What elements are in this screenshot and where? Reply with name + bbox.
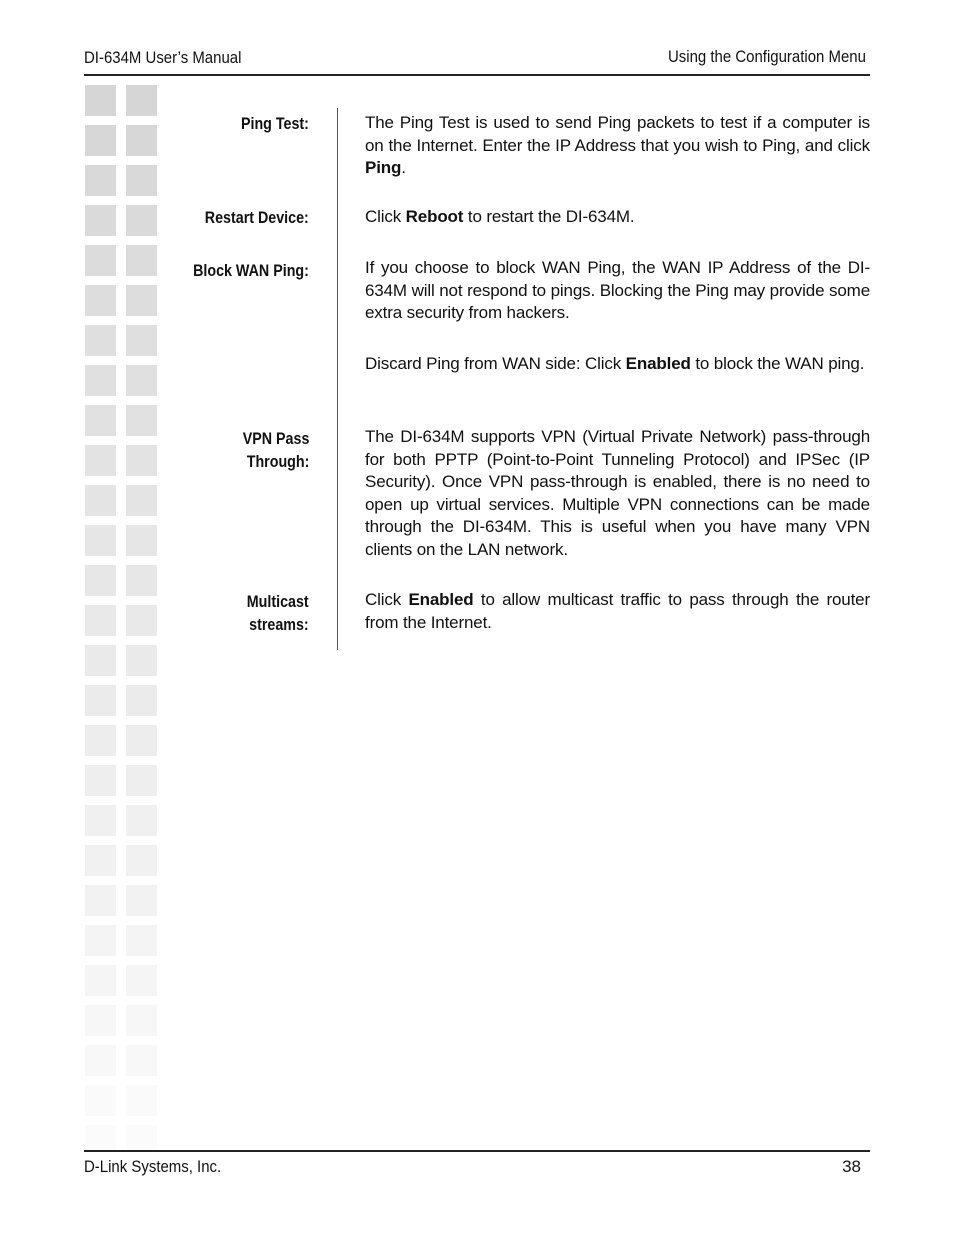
decorative-tile [85,125,116,156]
vpn-label-line1: VPN Pass [242,429,309,448]
decorative-tile [126,165,157,196]
decorative-tile [126,1085,157,1116]
decorative-tile [126,685,157,716]
footer-rule [84,1150,870,1152]
ping-test-description [365,112,870,180]
ping-keyword: Ping [365,158,402,177]
decorative-tile [85,965,116,996]
decorative-tile [85,1045,116,1076]
discard-text: Discard Ping from WAN side: Click [365,354,626,373]
decorative-tile [126,805,157,836]
decorative-tile [85,1085,116,1116]
decorative-tile [85,565,116,596]
company-name: D-Link Systems, Inc. [84,1157,222,1176]
decorative-tile [85,245,116,276]
decorative-tile [126,325,157,356]
manual-title: DI-634M User’s Manual [84,48,242,67]
decorative-tile [85,845,116,876]
decorative-tile [126,565,157,596]
decorative-tile [126,285,157,316]
ping-test-text: The Ping Test is used to send Ping packets to test if a computer is on the Internet. Enter the IP Address that you wish to Ping, and click [365,113,870,155]
decorative-tile [126,645,157,676]
decorative-tile [126,1005,157,1036]
multicast-label-line2: streams: [249,615,309,634]
decorative-tile [85,885,116,916]
decorative-tile [85,725,116,756]
decorative-tile [85,925,116,956]
decorative-tile [85,485,116,516]
decorative-tile [126,245,157,276]
decorative-tile [85,765,116,796]
decorative-tile [126,765,157,796]
decorative-tile [126,725,157,756]
decorative-tile [85,525,116,556]
decorative-tile [85,445,116,476]
ping-test-label: Ping Test: [241,114,309,133]
section-title: Using the Configuration Menu [668,47,866,66]
decorative-tile [85,325,116,356]
restart-device-description [365,206,870,229]
decorative-tile [85,165,116,196]
decorative-tile [126,125,157,156]
multicast-label-line1: Multicast [247,592,309,611]
multicast-streams-label [247,590,309,636]
reboot-keyword: Reboot [405,207,464,226]
decorative-tile [85,645,116,676]
decorative-tile [126,525,157,556]
decorative-tile [126,405,157,436]
block-wan-ping-description: If you choose to block WAN Ping, the WAN IP Address of the DI-634M will not respond to pings. Blocking the Ping may provide some extra security from hackers. [365,258,870,322]
decorative-tile [126,1045,157,1076]
restart-text: Click [365,207,406,226]
discard-text-end: to block the WAN ping. [690,354,865,373]
multicast-enabled-keyword: Enabled [408,590,474,609]
column-divider [337,108,338,650]
header-rule [84,74,870,76]
decorative-tile [85,605,116,636]
decorative-tile [85,685,116,716]
decorative-tile [126,485,157,516]
vpn-label-line2: Through: [246,452,309,471]
decorative-tile [85,805,116,836]
decorative-tile [126,845,157,876]
decorative-tile [126,365,157,396]
discard-ping-description [365,353,870,376]
multicast-text-end: to allow multicast traffic to pass through the router from the Internet. [365,590,870,632]
decorative-tile [126,925,157,956]
enabled-keyword: Enabled [625,354,691,373]
ping-test-text-end: . [401,158,406,177]
decorative-tile [126,85,157,116]
decorative-tile [85,85,116,116]
vpn-pass-through-description: The DI-634M supports VPN (Virtual Private Network) pass-through for both PPTP (Point-to-Point Tunneling Protocol) and IPSec (IP Security). Once VPN pass-through is enabled, there is no need to open up virtual services. Multiple VPN connections can be made through the DI-634M. This is useful when you have many VPN clients on the LAN network. [365,427,870,559]
decorative-tile [85,1005,116,1036]
multicast-streams-description [365,589,870,634]
decorative-tile [85,405,116,436]
decorative-tile [126,885,157,916]
decorative-tile [126,205,157,236]
decorative-tile [126,1125,157,1150]
decorative-tile [85,285,116,316]
restart-text-end: to restart the DI-634M. [463,207,635,226]
restart-device-label: Restart Device: [205,208,309,227]
decorative-tile [126,605,157,636]
decorative-tile [126,445,157,476]
decorative-tile [126,965,157,996]
decorative-tile [85,365,116,396]
block-wan-ping-label: Block WAN Ping: [193,261,309,280]
page-number: 38 [842,1157,861,1176]
multicast-text: Click [365,590,409,609]
decorative-tile [85,1125,116,1150]
decorative-tile-strip [85,85,159,1150]
vpn-pass-through-label [242,427,309,473]
decorative-tile [85,205,116,236]
